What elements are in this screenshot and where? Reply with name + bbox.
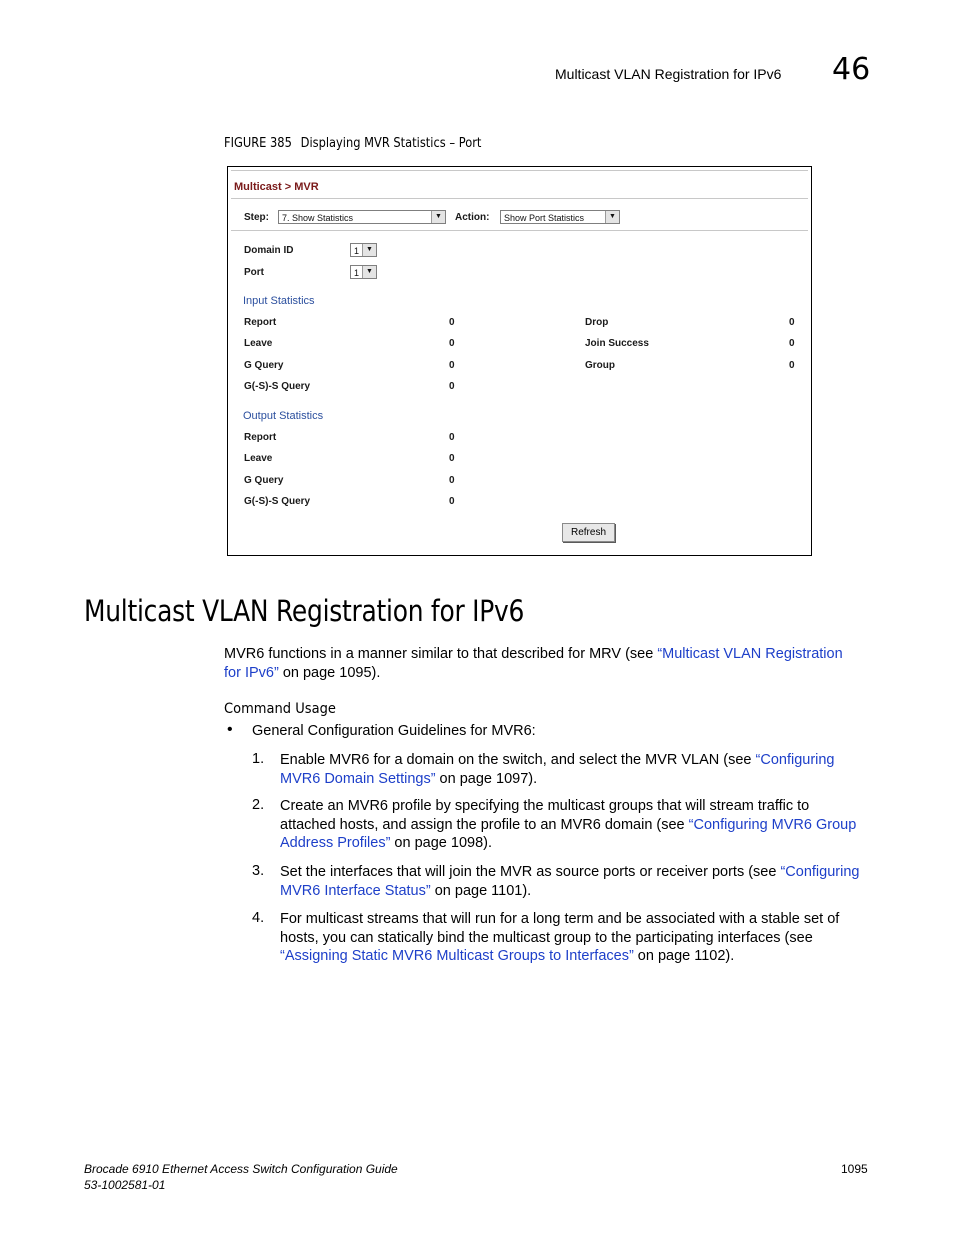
refresh-button[interactable]: Refresh <box>562 523 615 542</box>
footer-doc-title: Brocade 6910 Ethernet Access Switch Configuration Guide <box>84 1162 398 1176</box>
footer-doc-number: 53-1002581-01 <box>84 1178 166 1192</box>
section-heading: Multicast VLAN Registration for IPv6 <box>84 594 525 628</box>
output-leave-label: Leave <box>244 453 273 464</box>
input-gquery-value: 0 <box>449 360 455 371</box>
step-2-line-1: Create an MVR6 profile by specifying the multicast groups that will stream traffic to <box>280 798 810 814</box>
output-gssquery-value: 0 <box>449 496 455 507</box>
step-4-number: 4. <box>252 910 265 926</box>
step-4-link[interactable]: “Assigning Static MVR6 Multicast Groups to Interfaces” <box>280 948 634 964</box>
intro-link[interactable]: “Multicast VLAN Registration <box>657 646 843 662</box>
intro-line-1 <box>224 645 843 664</box>
step-3-line-1: Set the interfaces that will join the MVR as source ports or receiver ports (see <box>280 864 781 880</box>
chapter-number: 46 <box>832 52 871 87</box>
input-gssquery-label: G(-S)-S Query <box>244 381 311 392</box>
step-4-line-1: For multicast streams that will run for a long term and be associated with a stable set of <box>280 911 840 927</box>
input-report-label: Report <box>244 317 277 328</box>
output-gquery-label: G Query <box>244 475 284 486</box>
step-2-link-cont[interactable]: Address Profiles” <box>280 835 391 851</box>
input-group-value: 0 <box>789 360 795 371</box>
input-statistics-heading: Input Statistics <box>243 295 315 307</box>
output-statistics-heading: Output Statistics <box>243 410 324 422</box>
domain-id-value: 1 <box>354 246 360 256</box>
input-report-value: 0 <box>449 317 455 328</box>
bullet-text: General Configuration Guidelines for MVR6: <box>252 723 536 739</box>
step-divider <box>231 230 808 231</box>
input-leave-label: Leave <box>244 338 273 349</box>
mvr-statistics-screenshot <box>227 166 812 556</box>
chevron-down-icon: ▼ <box>362 244 376 256</box>
step-3-number: 3. <box>252 863 265 879</box>
figure-title: Displaying MVR Statistics – Port <box>300 136 482 151</box>
intro-text: MVR6 functions in a manner similar to that described for MRV (see <box>224 646 658 662</box>
step-2-text <box>280 797 856 853</box>
step-2-page-ref: on page 1098). <box>390 835 492 851</box>
step-3-text <box>280 863 859 900</box>
port-select[interactable] <box>350 265 377 279</box>
step-select-value: 7. Show Statistics <box>282 213 354 223</box>
domain-id-select[interactable] <box>350 243 377 257</box>
step-2-number: 2. <box>252 797 265 813</box>
input-drop-label: Drop <box>585 317 609 328</box>
step-1-line-1: Enable MVR6 for a domain on the switch, and select the MVR VLAN (see <box>280 752 756 768</box>
step-3-page-ref: on page 1101). <box>430 882 532 899</box>
command-usage-heading: Command Usage <box>224 701 336 717</box>
step-3-link[interactable]: “Configuring <box>780 864 860 880</box>
bullet-icon: • <box>227 721 233 738</box>
output-report-label: Report <box>244 432 277 443</box>
input-drop-value: 0 <box>789 317 795 328</box>
chevron-down-icon: ▼ <box>362 266 376 278</box>
step-3-link-cont[interactable]: MVR6 Interface Status” <box>280 882 431 899</box>
step-1-page-ref: on page 1097). <box>435 770 538 787</box>
intro-line-2 <box>224 664 843 683</box>
input-join-success-label: Join Success <box>585 338 649 349</box>
footer-page-number: 1095 <box>841 1162 868 1176</box>
figure-label: FIGURE 385 <box>224 136 292 151</box>
running-header-title: Multicast VLAN Registration for IPv6 <box>555 66 782 82</box>
action-select-value: Show Port Statistics <box>504 213 585 223</box>
input-gquery-label: G Query <box>244 360 284 371</box>
breadcrumb-divider <box>231 198 808 199</box>
step-1-link-cont[interactable]: MVR6 Domain Settings” <box>280 770 436 787</box>
output-leave-value: 0 <box>449 453 455 464</box>
intro-page-ref: on page 1095). <box>278 664 381 681</box>
input-group-label: Group <box>585 360 615 371</box>
port-label: Port <box>244 267 264 278</box>
step-label: Step: <box>244 212 269 223</box>
input-leave-value: 0 <box>449 338 455 349</box>
action-select[interactable] <box>500 210 620 224</box>
top-divider <box>231 170 808 171</box>
intro-paragraph <box>224 645 843 682</box>
step-1-text <box>280 751 835 788</box>
step-select[interactable] <box>278 210 446 224</box>
step-2-link[interactable]: “Configuring MVR6 Group <box>688 816 857 833</box>
input-gssquery-value: 0 <box>449 381 455 392</box>
chevron-down-icon: ▼ <box>605 211 619 223</box>
step-4-line-2: hosts, you can statically bind the multicast group to the participating interfaces (see <box>280 929 813 946</box>
step-1-number: 1. <box>252 751 265 767</box>
port-value: 1 <box>354 268 360 278</box>
input-join-success-value: 0 <box>789 338 795 349</box>
step-2-line-2: attached hosts, and assign the profile to an MVR6 domain (see <box>280 816 689 833</box>
step-4-page-ref: on page 1102). <box>633 948 735 964</box>
output-gquery-value: 0 <box>449 475 455 486</box>
action-label: Action: <box>455 212 490 223</box>
chevron-down-icon: ▼ <box>431 211 445 223</box>
output-report-value: 0 <box>449 432 455 443</box>
step-1-link[interactable]: “Configuring <box>755 752 835 768</box>
figure-caption <box>224 136 481 151</box>
intro-link-cont[interactable]: for IPv6” <box>224 664 279 681</box>
domain-id-label: Domain ID <box>244 245 294 256</box>
step-4-text <box>280 910 839 966</box>
breadcrumb: Multicast > MVR <box>234 181 319 193</box>
output-gssquery-label: G(-S)-S Query <box>244 496 311 507</box>
